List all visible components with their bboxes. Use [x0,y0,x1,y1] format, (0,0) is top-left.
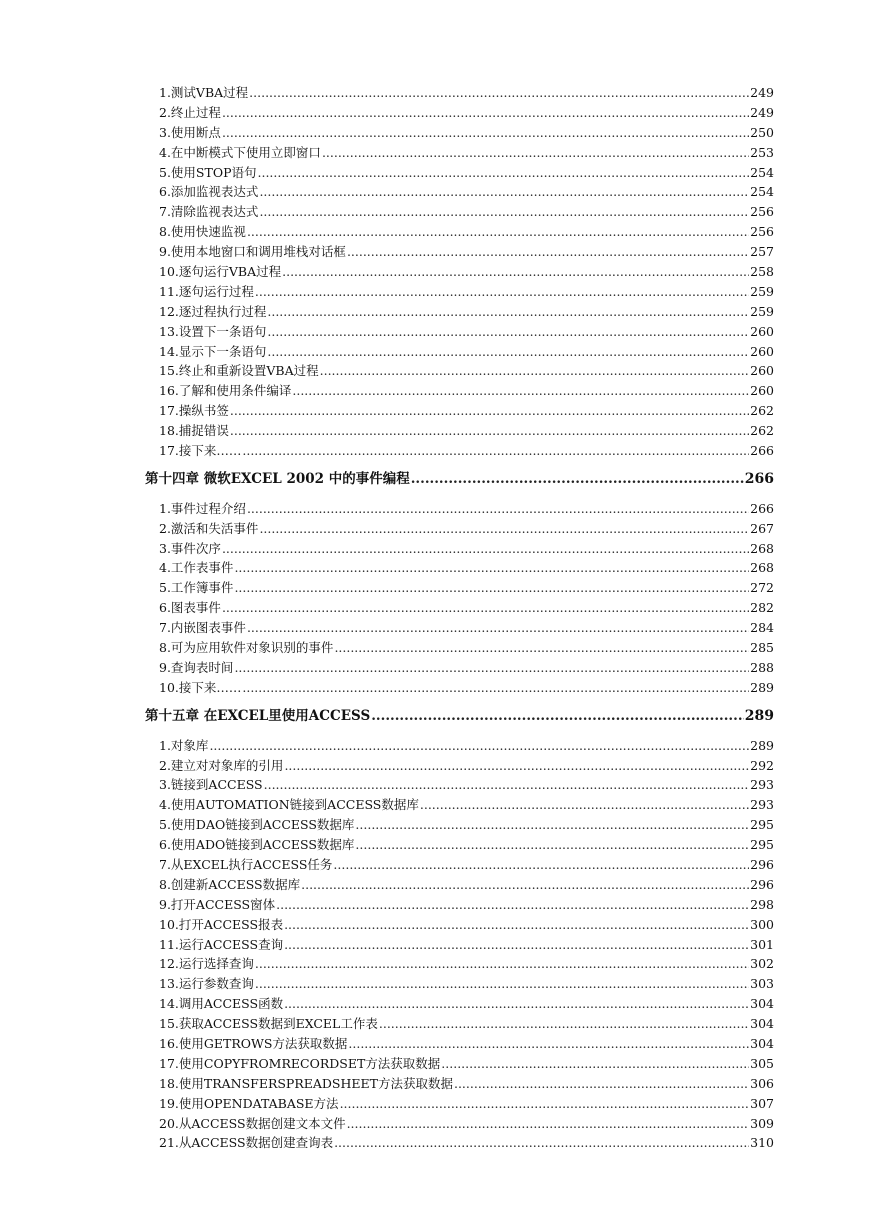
toc-page-number: 268 [750,540,774,556]
toc-page-number: 306 [750,1075,774,1091]
toc-entry[interactable] [145,775,774,795]
toc-page-number: 253 [750,144,774,160]
toc-page-number: 304 [750,996,774,1012]
toc-page-number: 257 [750,244,774,260]
toc-entry-title: 14.调用ACCESS函数 [159,996,284,1012]
toc-entry[interactable] [145,578,774,598]
toc-entry-title: 10.打开ACCESS报表 [159,916,284,932]
toc-entry-title: 1.事件过程介绍 [159,500,246,516]
toc-page-number: 260 [750,363,774,379]
dot-leader [267,342,749,362]
toc-chapter-heading[interactable] [145,470,774,490]
toc-entry[interactable] [145,795,774,815]
toc-entry-title: 11.运行ACCESS查询 [159,936,284,952]
toc-entry-title: 13.运行参数查询 [159,976,254,992]
toc-entry[interactable] [145,242,774,262]
dot-leader [347,242,749,262]
toc-page-number: 298 [750,896,774,912]
toc-entry-title: 6.使用ADO链接到ACCESS数据库 [159,837,355,853]
dot-leader [411,470,744,490]
dot-leader [247,222,749,242]
toc-entry-title: 2.激活和失活事件 [159,520,259,536]
toc-entry-title: 3.链接到ACCESS [159,777,263,793]
toc-entry-title: 11.逐句运行过程 [159,283,254,299]
toc-entry-title: 17.接下来…… [159,443,242,459]
toc-entry[interactable] [145,222,774,242]
dot-leader [320,361,750,381]
toc-entry-title: 2.建立对对象库的引用 [159,757,284,773]
toc-page-number: 302 [750,956,774,972]
dot-leader [255,954,749,974]
dot-leader [222,123,749,143]
toc-page-number: 266 [744,470,774,487]
toc-entry[interactable] [145,875,774,895]
toc-entry[interactable] [145,381,774,401]
toc-page-number: 296 [750,856,774,872]
dot-leader [230,401,749,421]
toc-entry-title: 9.打开ACCESS窗体 [159,896,276,912]
toc-entry[interactable] [145,954,774,974]
toc-entry[interactable] [145,143,774,163]
dot-leader [209,736,749,756]
toc-page-number: 262 [750,423,774,439]
toc-entry-title: 1.测试VBA过程 [159,85,249,100]
toc-entry-title: 6.图表事件 [159,600,221,616]
toc-entry-title: 4.工作表事件 [159,560,234,576]
dot-leader [322,143,749,163]
toc-page-number: 301 [750,936,774,952]
toc-entry[interactable] [145,736,774,756]
toc-entry[interactable] [145,678,774,698]
dot-leader [284,915,749,935]
toc-entry[interactable] [145,123,774,143]
dot-leader [334,1133,749,1153]
toc-entry[interactable] [145,558,774,578]
toc-entry[interactable] [145,638,774,658]
toc-page-number: 260 [750,323,774,339]
toc-page-number: 249 [750,104,774,120]
toc-page-number: 258 [750,264,774,280]
dot-leader [259,202,749,222]
dot-leader [420,795,749,815]
toc-page-number: 266 [750,500,774,516]
toc-entry[interactable] [145,539,774,559]
dot-leader [242,678,749,698]
toc-page-number: 289 [744,707,774,724]
toc-entry-title: 3.使用断点 [159,124,221,140]
toc-entry[interactable] [145,182,774,202]
dot-leader [347,1114,750,1134]
toc-entry-title: 13.设置下一条语句 [159,323,267,339]
dot-leader [259,182,749,202]
toc-entry-title: 1.对象库 [159,737,209,753]
toc-entry-title: 7.清除监视表达式 [159,204,259,220]
toc-entry-title: 4.在中断模式下使用立即窗口 [159,144,321,160]
toc-entry[interactable] [145,401,774,421]
toc-entry-title: 15.获取ACCESS数据到EXCEL工作表 [159,1016,378,1032]
toc-page-number: 259 [750,303,774,319]
dot-leader [222,539,749,559]
toc-entry[interactable] [145,1133,774,1153]
toc-page-number: 304 [750,1035,774,1051]
toc-entry-title: 7.内嵌图表事件 [159,620,246,636]
toc-page-number: 309 [750,1115,774,1131]
dot-leader [255,974,749,994]
dot-leader [249,83,749,103]
toc-entry[interactable] [145,835,774,855]
toc-page-number: 292 [750,757,774,773]
toc-page-number: 303 [750,976,774,992]
toc-entry[interactable] [145,1074,774,1094]
toc-entry[interactable] [145,756,774,776]
toc-entry[interactable] [145,1094,774,1114]
toc-page-number: 282 [750,600,774,616]
toc-entry[interactable] [145,202,774,222]
dot-leader [255,282,749,302]
dot-leader [267,322,749,342]
toc-entry-title: 17.使用COPYFROMRECORDSET方法获取数据 [159,1055,441,1071]
dot-leader [441,1054,749,1074]
toc-entry[interactable] [145,302,774,322]
toc-entry[interactable] [145,282,774,302]
dot-leader [267,302,749,322]
toc-entry-title: 8.可为应用软件对象识别的事件 [159,640,334,656]
dot-leader [355,815,749,835]
toc-entry[interactable] [145,342,774,362]
toc-page-number: 304 [750,1016,774,1032]
toc-page-number: 250 [750,124,774,140]
dot-leader [334,638,749,658]
toc-entry-title: 5.使用STOP语句 [159,164,257,180]
toc-page-number: 293 [750,797,774,813]
toc-page-number: 260 [750,343,774,359]
dot-leader [230,421,749,441]
toc-entry[interactable] [145,421,774,441]
toc-entry[interactable] [145,598,774,618]
dot-leader [222,598,749,618]
dot-leader [292,381,749,401]
toc-entry-title: 2.终止过程 [159,104,221,120]
toc-entry[interactable] [145,1054,774,1074]
toc-entry-title: 16.使用GETROWS方法获取数据 [159,1035,348,1051]
toc-entry[interactable] [145,519,774,539]
dot-leader [234,658,749,678]
dot-leader [234,578,749,598]
toc-entry[interactable] [145,103,774,123]
toc-entry[interactable] [145,499,774,519]
dot-leader [276,895,749,915]
toc-entry-title: 8.创建新ACCESS数据库 [159,876,301,892]
toc-page-number: 256 [750,224,774,240]
toc-page-number: 300 [750,916,774,932]
toc-entry-title: 12.运行选择查询 [159,956,254,972]
toc-entry-title: 4.使用AUTOMATION链接到ACCESS数据库 [159,797,419,813]
toc-page-number: 256 [750,204,774,220]
toc-entry-title: 21.从ACCESS数据创建查询表 [159,1135,334,1151]
toc-page-number: 267 [750,520,774,536]
toc-page-number: 307 [750,1095,774,1111]
dot-leader [333,855,749,875]
dot-leader [242,441,749,461]
toc-entry[interactable] [145,915,774,935]
toc-entry[interactable] [145,658,774,678]
dot-leader [301,875,749,895]
toc-entry[interactable] [145,815,774,835]
toc-page-number: 249 [750,85,774,100]
toc-entry[interactable] [145,1114,774,1134]
dot-leader [371,707,744,727]
toc-entry-title: 18.使用TRANSFERSPREADSHEET方法获取数据 [159,1075,453,1091]
toc-page-number: 288 [750,659,774,675]
toc-entry[interactable] [145,1034,774,1054]
toc-entry[interactable] [145,1014,774,1034]
toc-entry-title: 18.捕捉错误 [159,423,229,439]
toc-entry[interactable] [145,441,774,461]
toc-entry-title: 9.使用本地窗口和调用堆栈对话框 [159,244,346,260]
toc-page-number: 260 [750,383,774,399]
toc-page-number: 268 [750,560,774,576]
toc-page-number: 262 [750,403,774,419]
dot-leader [258,163,750,183]
toc-entry[interactable] [145,935,774,955]
toc-entry-title: 6.添加监视表达式 [159,184,259,200]
toc-page-number: 266 [750,443,774,459]
toc-page-number: 296 [750,876,774,892]
dot-leader [284,756,749,776]
toc-entry-title: 16.了解和使用条件编译 [159,383,292,399]
dot-leader [348,1034,749,1054]
toc-entry[interactable] [145,895,774,915]
toc-entry-title: 10.接下来…… [159,679,242,695]
toc-entry-title: 20.从ACCESS数据创建文本文件 [159,1115,346,1131]
toc-page-number: 284 [750,620,774,636]
toc-entry-title: 7.从EXCEL执行ACCESS任务 [159,856,333,872]
dot-leader [282,262,749,282]
toc-entry-title: 第十五章 在EXCEL里使用ACCESS [145,707,371,724]
table-of-contents [145,83,774,1153]
toc-entry[interactable] [145,83,774,103]
toc-entry-title: 8.使用快速监视 [159,224,246,240]
toc-entry[interactable] [145,163,774,183]
dot-leader [454,1074,749,1094]
toc-entry[interactable] [145,322,774,342]
toc-entry-title: 9.查询表时间 [159,659,234,675]
toc-page-number: 254 [750,164,774,180]
toc-page-number: 310 [750,1135,774,1151]
toc-page-number: 259 [750,283,774,299]
toc-page-number: 295 [750,837,774,853]
toc-entry-title: 10.逐句运行VBA过程 [159,264,282,280]
toc-entry-title: 3.事件次序 [159,540,221,556]
toc-page-number: 295 [750,817,774,833]
dot-leader [259,519,749,539]
dot-leader [222,103,749,123]
toc-entry[interactable] [145,974,774,994]
toc-page-number: 289 [750,737,774,753]
dot-leader [247,499,749,519]
toc-entry-title: 5.工作簿事件 [159,580,234,596]
toc-entry-title: 17.操纵书签 [159,403,229,419]
toc-entry-title: 5.使用DAO链接到ACCESS数据库 [159,817,355,833]
toc-entry[interactable] [145,994,774,1014]
toc-page-number: 285 [750,640,774,656]
dot-leader [284,994,749,1014]
toc-page-number: 272 [750,580,774,596]
toc-entry-title: 12.逐过程执行过程 [159,303,267,319]
toc-page-number: 293 [750,777,774,793]
toc-entry[interactable] [145,618,774,638]
toc-chapter-heading[interactable] [145,707,774,727]
dot-leader [234,558,749,578]
toc-page-number: 289 [750,679,774,695]
toc-entry-title: 19.使用OPENDATABASE方法 [159,1095,339,1111]
toc-entry-title: 14.显示下一条语句 [159,343,267,359]
toc-entry-title: 第十四章 微软EXCEL 2002 中的事件编程 [145,470,410,487]
dot-leader [340,1094,750,1114]
toc-page-number: 254 [750,184,774,200]
toc-entry[interactable] [145,262,774,282]
dot-leader [247,618,749,638]
toc-entry[interactable] [145,855,774,875]
toc-entry[interactable] [145,361,774,381]
dot-leader [264,775,750,795]
toc-entry-title: 15.终止和重新设置VBA过程 [159,363,319,379]
dot-leader [379,1014,749,1034]
toc-page-number: 305 [750,1055,774,1071]
dot-leader [284,935,749,955]
dot-leader [355,835,749,855]
